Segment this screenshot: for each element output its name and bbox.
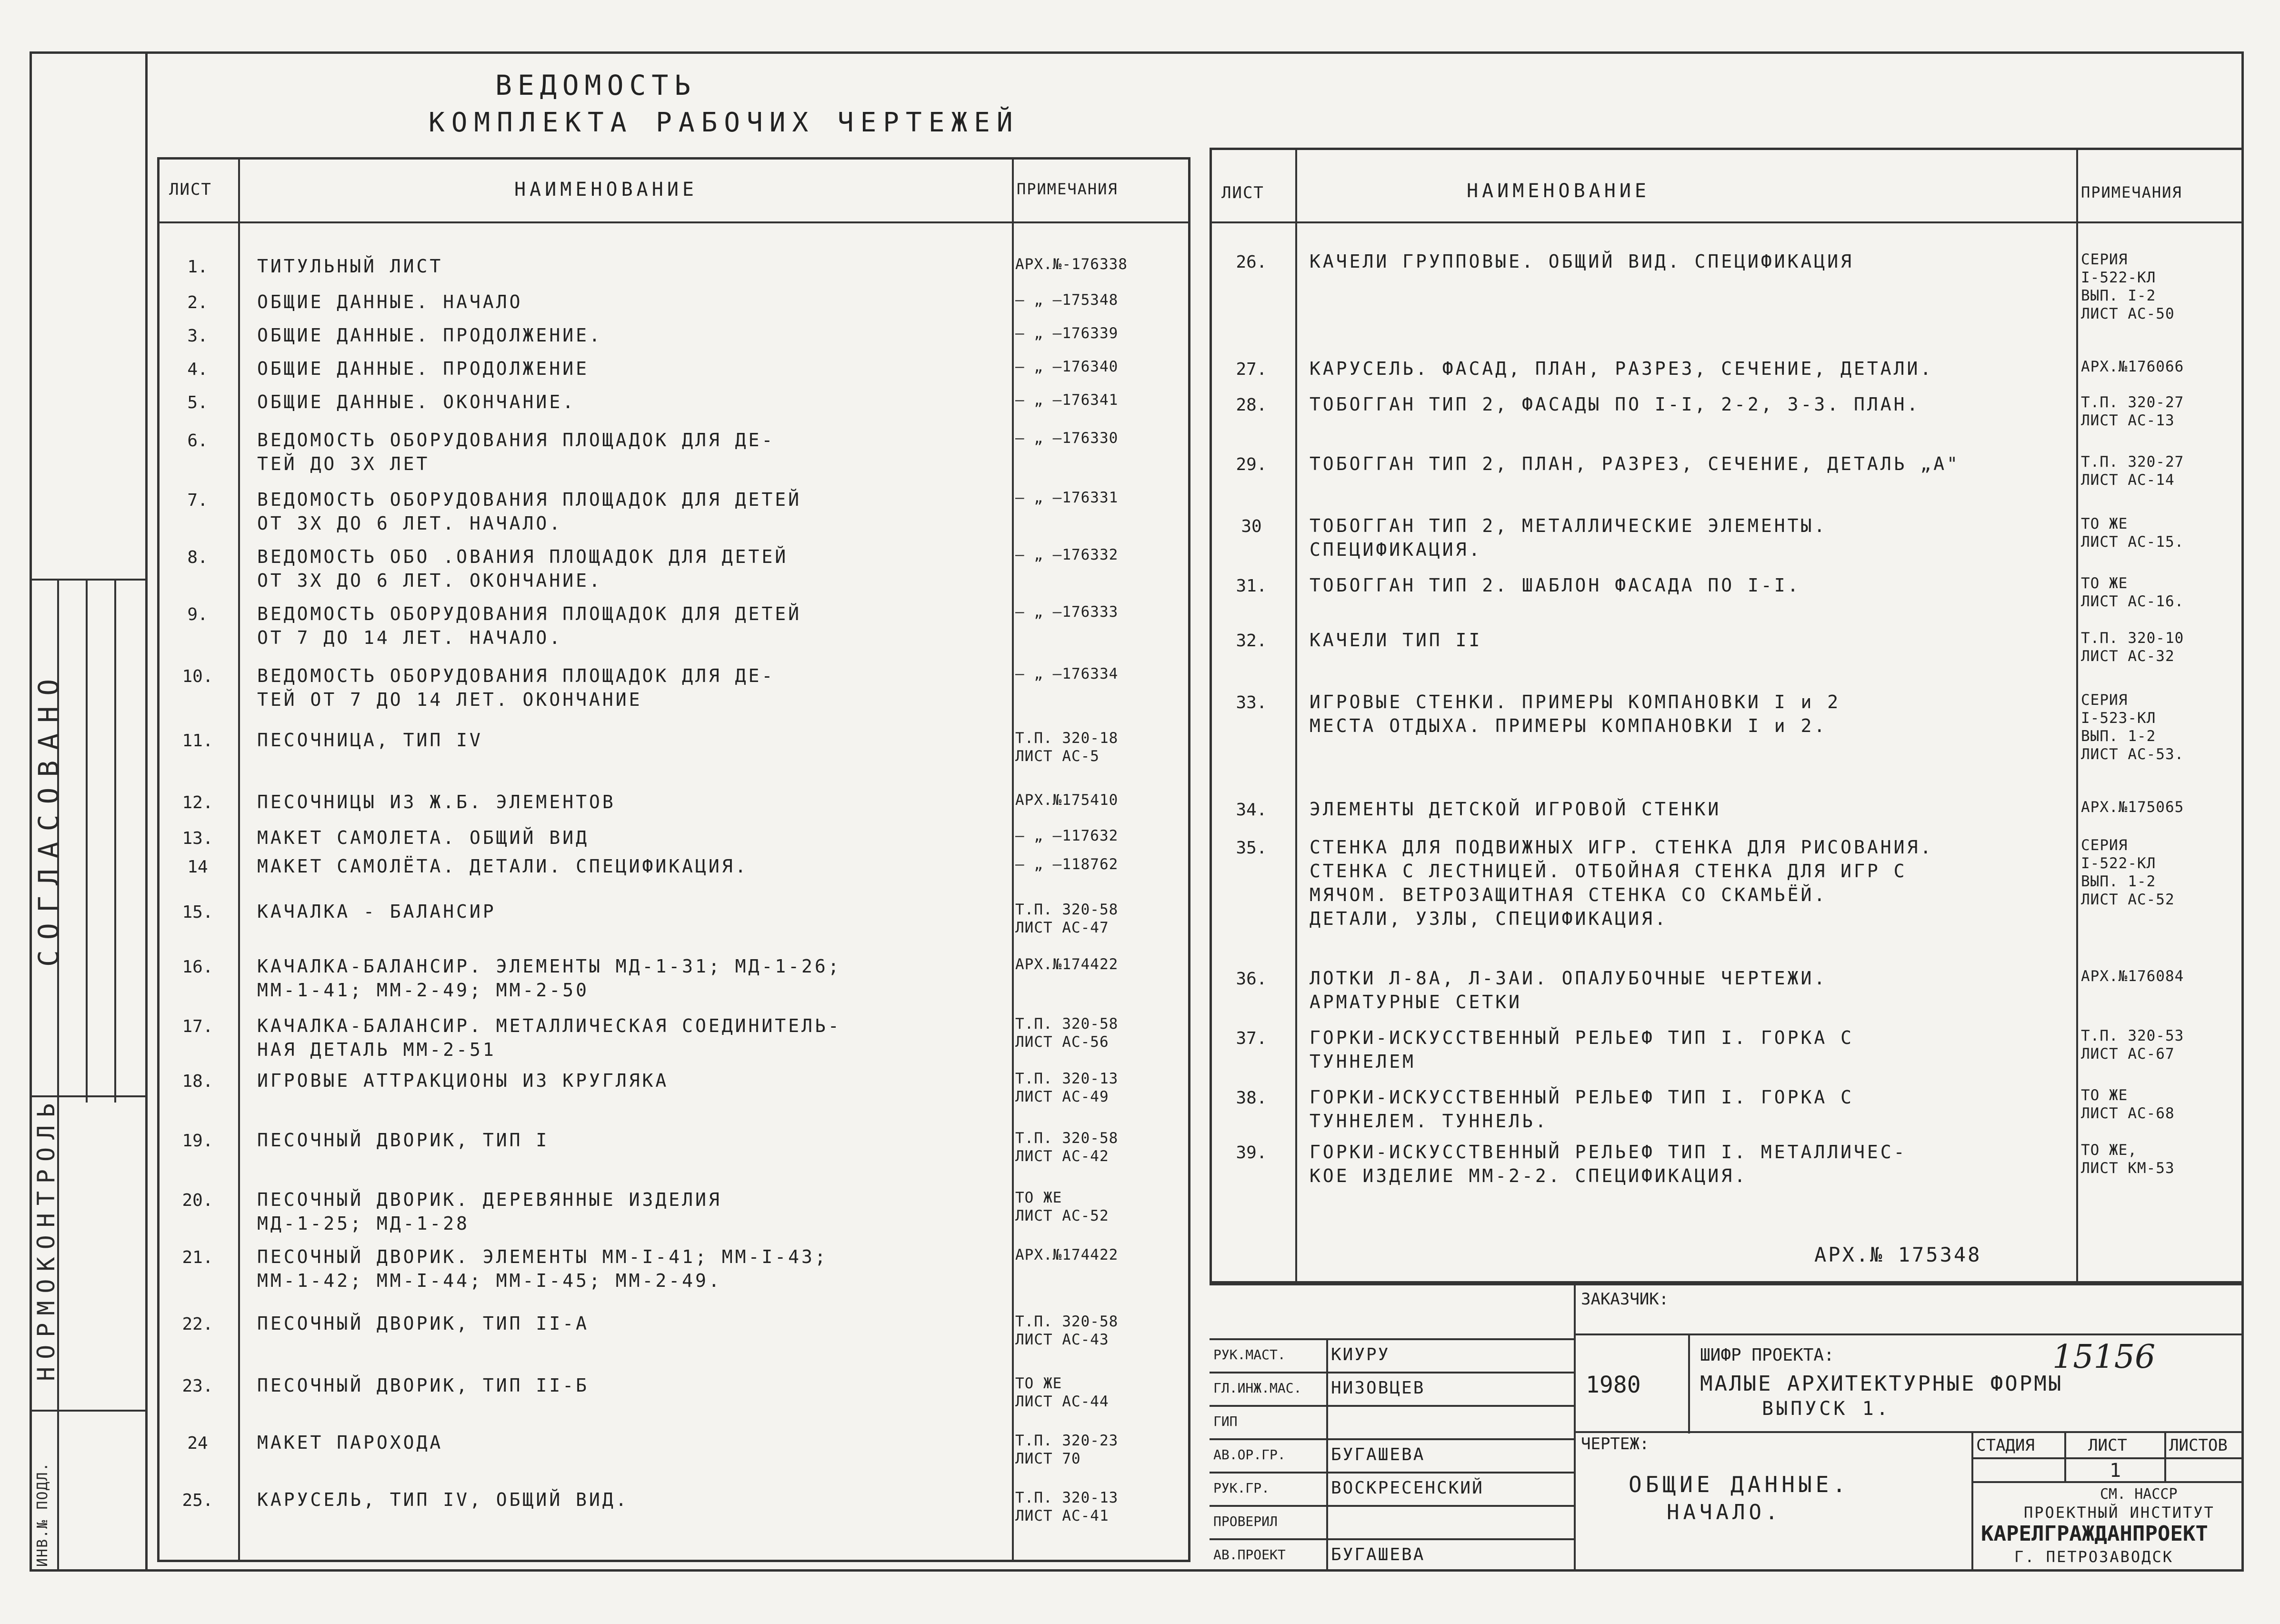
right-header-name: НАИМЕНОВАНИЕ [1467,180,1650,202]
sheet-number: 26. [1236,252,1267,272]
sheet-number: 37. [1236,1029,1267,1048]
sheet-name: ЛОТКИ Л-8А, Л-3АИ. ОПАЛУБОЧНЫЕ ЧЕРТЕЖИ. АРМАТУРНЫЕ СЕТКИ [1310,968,1828,1012]
sheet-note: АРХ.№176066 [2081,358,2184,375]
sheet-note: ТО ЖЕ, ЛИСТ КМ-53 [2081,1142,2175,1177]
right-header-sheet: ЛИСТ [1221,183,1264,202]
sheet-note: Т.П. 320-18 ЛИСТ АС-5 [1015,730,1119,765]
sheet-note: Т.П. 320-23 ЛИСТ 70 [1015,1432,1119,1467]
sheet-name: ОБЩИЕ ДАННЫЕ. ОКОНЧАНИЕ. [257,391,576,412]
document-title: ВЕДОМОСТЬ [495,69,697,101]
sheet-note: — „ —176334 [1015,665,1119,682]
tb-vline [1971,1431,1973,1572]
strip-column-line [114,579,116,1103]
tb-line [1971,1481,2244,1483]
sheet-note: Т.П. 320-13 ЛИСТ АС-49 [1015,1070,1119,1105]
archive-number: АРХ.№ 175348 [1814,1243,1982,1266]
sheet-name: ВЕДОМОСТЬ ОБОРУДОВАНИЯ ПЛОЩАДОК ДЛЯ ДЕ- ТЕЙ ДО 3Х ЛЕТ [257,430,775,474]
tb-line [1971,1457,2244,1459]
sheet-number: 22. [182,1314,213,1334]
left-col-line [1012,157,1014,1562]
sheet-note: ТО ЖЕ ЛИСТ АС-68 [2081,1087,2175,1122]
sheet-note: — „ —176331 [1015,489,1119,506]
sheet-number: 35. [1236,838,1267,858]
staff-role: ГЛ.ИНЖ.МАС. [1213,1380,1302,1396]
sheet-name: ПЕСОЧНЫЙ ДВОРИК, ТИП II-Б [257,1375,589,1396]
sheet-number: 4. [187,360,208,379]
project-code-label: ШИФР ПРОЕКТА: [1700,1345,1834,1365]
sheet-number: 17. [182,1017,213,1036]
stage-label: СТАДИЯ [1976,1436,2035,1455]
left-header-note: ПРИМЕЧАНИЯ [1017,180,1118,198]
sheet-note: — „ —176341 [1015,391,1119,409]
strip-column-line [86,579,88,1103]
sheet-value: 1 [2110,1460,2121,1482]
sheet-note: — „ —176333 [1015,603,1119,621]
right-col-line [2076,148,2078,1283]
sheet-name: ОБЩИЕ ДАННЫЕ. ПРОДОЛЖЕНИЕ. [257,325,602,346]
sheet-name: ВЕДОМОСТЬ ОБОРУДОВАНИЯ ПЛОЩАДОК ДЛЯ ДЕ- ТЕЙ ОТ 7 ДО 14 ЛЕТ. ОКОНЧАНИЕ [257,665,775,710]
sheet-name: ОБЩИЕ ДАННЫЕ. НАЧАЛО [257,291,523,312]
sheet-note: СЕРИЯ I-523-КЛ ВЫП. 1-2 ЛИСТ АС-53. [2081,692,2184,763]
staff-row-line [1210,1505,1574,1507]
sheet-name: КАЧАЛКА - БАЛАНСИР [257,901,496,922]
sheet-name: СТЕНКА ДЛЯ ПОДВИЖНЫХ ИГР. СТЕНКА ДЛЯ РИСОВАНИЯ. СТЕНКА С ЛЕСТНИЦЕЙ. ОТБОЙНАЯ СТЕНКА ДЛЯ ИГР С МЯЧОМ. ВЕТРОЗАЩИТНАЯ СТЕНКА СО СКАМЬЁЙ. ДЕТАЛИ, УЗЛЫ, СПЕЦИФИКАЦИЯ. [1310,837,1934,929]
right-col-line [1295,148,1297,1283]
sheet-name: ВЕДОМОСТЬ ОБО .ОВАНИЯ ПЛОЩАДОК ДЛЯ ДЕТЕЙ ОТ 3Х ДО 6 ЛЕТ. ОКОНЧАНИЕ. [257,546,789,591]
sheet-note: Т.П. 320-58 ЛИСТ АС-42 [1015,1130,1119,1165]
org-line-3: КАРЕЛГРАЖДАНПРОЕКТ [1981,1522,2208,1546]
sheet-number: 24 [187,1434,208,1453]
left-header-name: НАИМЕНОВАНИЕ [514,179,698,200]
staff-name: БУГАШЕВА [1331,1545,1425,1564]
staff-role: РУК.МАСТ. [1213,1347,1286,1363]
sheet-note: — „ —175348 [1015,291,1119,309]
sheet-number: 7. [187,491,208,510]
sheet-note: ТО ЖЕ ЛИСТ АС-44 [1015,1375,1109,1410]
sheet-name: МАКЕТ ПАРОХОДА [257,1432,443,1453]
org-line-1: СМ. НАССР [2100,1486,2178,1503]
left-col-line [238,157,240,1562]
sheet-note: ТО ЖЕ ЛИСТ АС-15. [2081,515,2184,551]
left-header-line [157,221,1190,223]
staff-row-line [1210,1438,1574,1440]
sheet-note: Т.П. 320-58 ЛИСТ АС-43 [1015,1313,1119,1348]
staff-role: АВ.ПРОЕКТ [1213,1547,1286,1563]
sheet-number: 9. [187,605,208,624]
sheet-note: СЕРИЯ I-522-КЛ ВЫП. 1-2 ЛИСТ АС-52 [2081,837,2175,908]
tb-line [1574,1431,2244,1433]
sheet-name: ТОБОГГАН ТИП 2, МЕТАЛЛИЧЕСКИЕ ЭЛЕМЕНТЫ. СПЕЦИФИКАЦИЯ. [1310,515,1828,560]
sheet-number: 13. [182,829,213,848]
sheet-note: — „ —176330 [1015,430,1119,447]
sheet-name: ЭЛЕМЕНТЫ ДЕТСКОЙ ИГРОВОЙ СТЕНКИ [1310,799,1721,820]
sheet-name: ПЕСОЧНЫЙ ДВОРИК. ДЕРЕВЯННЫЕ ИЗДЕЛИЯ МД-1-25; МД-1-28 [257,1189,722,1234]
sheet-note: АРХ.№176084 [2081,968,2184,985]
sheet-note: — „ —118762 [1015,856,1119,873]
staff-role: АВ.ОР.ГР. [1213,1447,1286,1463]
sheet-number: 10. [182,667,213,686]
tb-line [1210,1338,1574,1340]
sheet-name: ПЕСОЧНЫЙ ДВОРИК. ЭЛЕМЕНТЫ ММ-I-41; ММ-I-43; ММ-1-42; ММ-I-44; ММ-I-45; ММ-2-49. [257,1246,828,1291]
sheet-number: 38. [1236,1088,1267,1108]
tb-top-line [1210,1283,2244,1285]
sheet-note: АРХ.№174422 [1015,956,1119,973]
sheet-name: КАЧЕЛИ ГРУППОВЫЕ. ОБЩИЙ ВИД. СПЕЦИФИКАЦИЯ [1310,251,1854,272]
staff-row-line [1210,1405,1574,1407]
sheet-note: СЕРИЯ I-522-КЛ ВЫП. I-2 ЛИСТ АС-50 [2081,251,2175,322]
sheet-name: ИГРОВЫЕ СТЕНКИ. ПРИМЕРЫ КОМПАНОВКИ I и 2 МЕСТА ОТДЫХА. ПРИМЕРЫ КОМПАНОВКИ I и 2. [1310,692,1841,736]
sheet-name: КАЧЕЛИ ТИП II [1310,630,1482,651]
sheet-name: КАЧАЛКА-БАЛАНСИР. МЕТАЛЛИЧЕСКАЯ СОЕДИНИТЕЛЬ- НАЯ ДЕТАЛЬ ММ-2-51 [257,1015,841,1060]
sheet-name: ГОРКИ-ИСКУССТВЕННЫЙ РЕЛЬЕФ ТИП I. ГОРКА С ТУННЕЛЕМ. ТУННЕЛЬ. [1310,1087,1854,1132]
normcontrol-label: НОРМОКОНТРОЛЬ [32,1095,60,1381]
sheet-number: 30 [1241,517,1262,536]
sheet-name: ВЕДОМОСТЬ ОБОРУДОВАНИЯ ПЛОЩАДОК ДЛЯ ДЕТЕЙ ОТ 3Х ДО 6 ЛЕТ. НАЧАЛО. [257,489,801,534]
staff-role: ПРОВЕРИЛ [1213,1514,1278,1529]
sheet-note: ТО ЖЕ ЛИСТ АС-52 [1015,1189,1109,1224]
drawing-title-2: НАЧАЛО. [1667,1500,1782,1524]
sheet-note: Т.П. 320-58 ЛИСТ АС-56 [1015,1015,1119,1051]
tb-vline [1574,1283,1576,1572]
drawing-title-1: ОБЩИЕ ДАННЫЕ. [1629,1472,1850,1497]
drawing-label: ЧЕРТЕЖ: [1581,1434,1650,1454]
sheet-name: ПЕСОЧНЫЙ ДВОРИК, ТИП II-А [257,1313,589,1334]
tb-vline [2064,1431,2066,1481]
sheet-note: Т.П. 320-58 ЛИСТ АС-47 [1015,901,1119,936]
project-code-value: 15156 [2052,1338,2156,1376]
sheet-name: ГОРКИ-ИСКУССТВЕННЫЙ РЕЛЬЕФ ТИП I. МЕТАЛЛИЧЕС- КОЕ ИЗДЕЛИЕ ММ-2-2. СПЕЦИФИКАЦИЯ. [1310,1142,1907,1186]
sheet-name: КАРУСЕЛЬ, ТИП IV, ОБЩИЙ ВИД. [257,1489,629,1510]
sheet-name: ПЕСОЧНИЦА, ТИП IV [257,730,483,751]
sheet-number: 3. [187,326,208,346]
staff-role: ГИП [1213,1413,1238,1429]
sheet-number: 14 [187,857,208,877]
agreed-label: СОГЛАСОВАНО [32,668,65,967]
sheet-note: АРХ.№-176338 [1015,256,1128,273]
sheet-note: — „ —176340 [1015,358,1119,375]
sheet-note: — „ —176339 [1015,325,1119,342]
staff-name: НИЗОВЦЕВ [1331,1378,1425,1398]
org-line-2: ПРОЕКТНЫЙ ИНСТИТУТ [2024,1504,2215,1522]
sheet-name: ОБЩИЕ ДАННЫЕ. ПРОДОЛЖЕНИЕ [257,358,589,379]
sheet-number: 6. [187,431,208,451]
inv-number-label: ИНВ.№ ПОДЛ. [34,1462,51,1567]
sheet-name: ИГРОВЫЕ АТТРАКЦИОНЫ ИЗ КРУГЛЯКА [257,1070,669,1091]
sheet-name: ПЕСОЧНЫЙ ДВОРИК, ТИП I [257,1130,550,1151]
sheet-note: Т.П. 320-53 ЛИСТ АС-67 [2081,1027,2184,1063]
year: 1980 [1586,1372,1641,1398]
tb-line [1574,1333,2244,1335]
sheets-label: ЛИСТОВ [2169,1436,2228,1455]
sheet-note: Т.П. 320-10 ЛИСТ АС-32 [2081,630,2184,665]
sheet-number: 12. [182,793,213,812]
sheet-name: КАРУСЕЛЬ. ФАСАД, ПЛАН, РАЗРЕЗ, СЕЧЕНИЕ, ДЕТАЛИ. [1310,358,1934,379]
sheet-number: 33. [1236,693,1267,712]
sheet-note: Т.П. 320-27 ЛИСТ АС-14 [2081,453,2184,489]
sheet-number: 28. [1236,395,1267,415]
sheet-note: АРХ.№174422 [1015,1246,1119,1263]
document-subtitle: КОМПЛЕКТА РАБОЧИХ ЧЕРТЕЖЕЙ [429,107,1020,138]
sheet-note: ТО ЖЕ ЛИСТ АС-16. [2081,575,2184,610]
project-name: МАЛЫЕ АРХИТЕКТУРНЫЕ ФОРМЫ [1700,1372,2063,1396]
sheet-number: 23. [182,1376,213,1396]
sheet-number: 8. [187,548,208,567]
sheet-number: 29. [1236,455,1267,474]
strip-inv-line [30,1410,145,1412]
sheet-number: 5. [187,393,208,412]
sheet-number: 20. [182,1191,213,1210]
sheet-number: 32. [1236,631,1267,651]
sheet-note: Т.П. 320-13 ЛИСТ АС-41 [1015,1489,1119,1524]
sheet-name: ПЕСОЧНИЦЫ ИЗ Ж.Б. ЭЛЕМЕНТОВ [257,792,616,812]
sheet-number: 16. [182,957,213,977]
sheet-note: Т.П. 320-27 ЛИСТ АС-13 [2081,394,2184,429]
staff-role: РУК.ГР. [1213,1480,1270,1496]
customer-label: ЗАКАЗЧИК: [1581,1290,1669,1309]
issue-number: ВЫПУСК 1. [1762,1398,1891,1420]
sheet-number: 39. [1236,1143,1267,1163]
sheet-number: 27. [1236,360,1267,379]
org-line-4: Г. ПЕТРОЗАВОДСК [2014,1548,2173,1566]
sheet-number: 2. [187,293,208,312]
sheet-name: ТИТУЛЬНЫЙ ЛИСТ [257,256,443,277]
sheet-number: 11. [182,731,213,751]
sheet-number: 31. [1236,576,1267,596]
sheet-name: МАКЕТ САМОЛЁТА. ДЕТАЛИ. СПЕЦИФИКАЦИЯ. [257,856,749,877]
sheet-note: — „ —176332 [1015,546,1119,563]
sheet-name: ТОБОГГАН ТИП 2. ШАБЛОН ФАСАДА ПО I-I. [1310,575,1801,596]
staff-name: КИУРУ [1331,1345,1390,1364]
sheet-number: 21. [182,1248,213,1267]
staff-row-line [1210,1372,1574,1373]
sheet-number: 19. [182,1131,213,1151]
left-header-sheet: ЛИСТ [169,180,212,199]
sheet-note: АРХ.№175410 [1015,792,1119,809]
tb-vline [1688,1333,1690,1434]
tb-vline [2164,1431,2166,1481]
sheet-number: 18. [182,1072,213,1091]
staff-name: БУГАШЕВА [1331,1445,1425,1464]
sheet-number: 36. [1236,969,1267,989]
sheet-number: 25. [182,1491,213,1510]
sheet-name: МАКЕТ САМОЛЕТА. ОБЩИЙ ВИД [257,827,589,848]
sheet-number: 1. [187,257,208,277]
sheet-note: — „ —117632 [1015,827,1119,844]
right-header-line [1210,221,2244,223]
sheet-name: ГОРКИ-ИСКУССТВЕННЫЙ РЕЛЬЕФ ТИП I. ГОРКА С ТУННЕЛЕМ [1310,1027,1854,1072]
sheet-name: КАЧАЛКА-БАЛАНСИР. ЭЛЕМЕНТЫ МД-1-31; МД-1-26; ММ-1-41; ММ-2-49; ММ-2-50 [257,956,841,1001]
sheet-label: ЛИСТ [2088,1436,2127,1455]
sheet-name: ВЕДОМОСТЬ ОБОРУДОВАНИЯ ПЛОЩАДОК ДЛЯ ДЕТЕЙ ОТ 7 ДО 14 ЛЕТ. НАЧАЛО. [257,603,801,648]
sheet-number: 34. [1236,800,1267,820]
sheet-name: ТОБОГГАН ТИП 2, ФАСАДЫ ПО I-I, 2-2, 3-3. ПЛАН. [1310,394,1920,415]
right-header-note: ПРИМЕЧАНИЯ [2081,183,2182,201]
staff-row-line [1210,1472,1574,1474]
sheet-name: ТОБОГГАН ТИП 2, ПЛАН, РАЗРЕЗ, СЕЧЕНИЕ, ДЕТАЛЬ „А" [1310,453,1960,474]
staff-name: ВОСКРЕСЕНСКИЙ [1331,1478,1484,1498]
sheet-number: 15. [182,902,213,922]
staff-row-line [1210,1538,1574,1540]
sheet-note: АРХ.№175065 [2081,799,2184,816]
